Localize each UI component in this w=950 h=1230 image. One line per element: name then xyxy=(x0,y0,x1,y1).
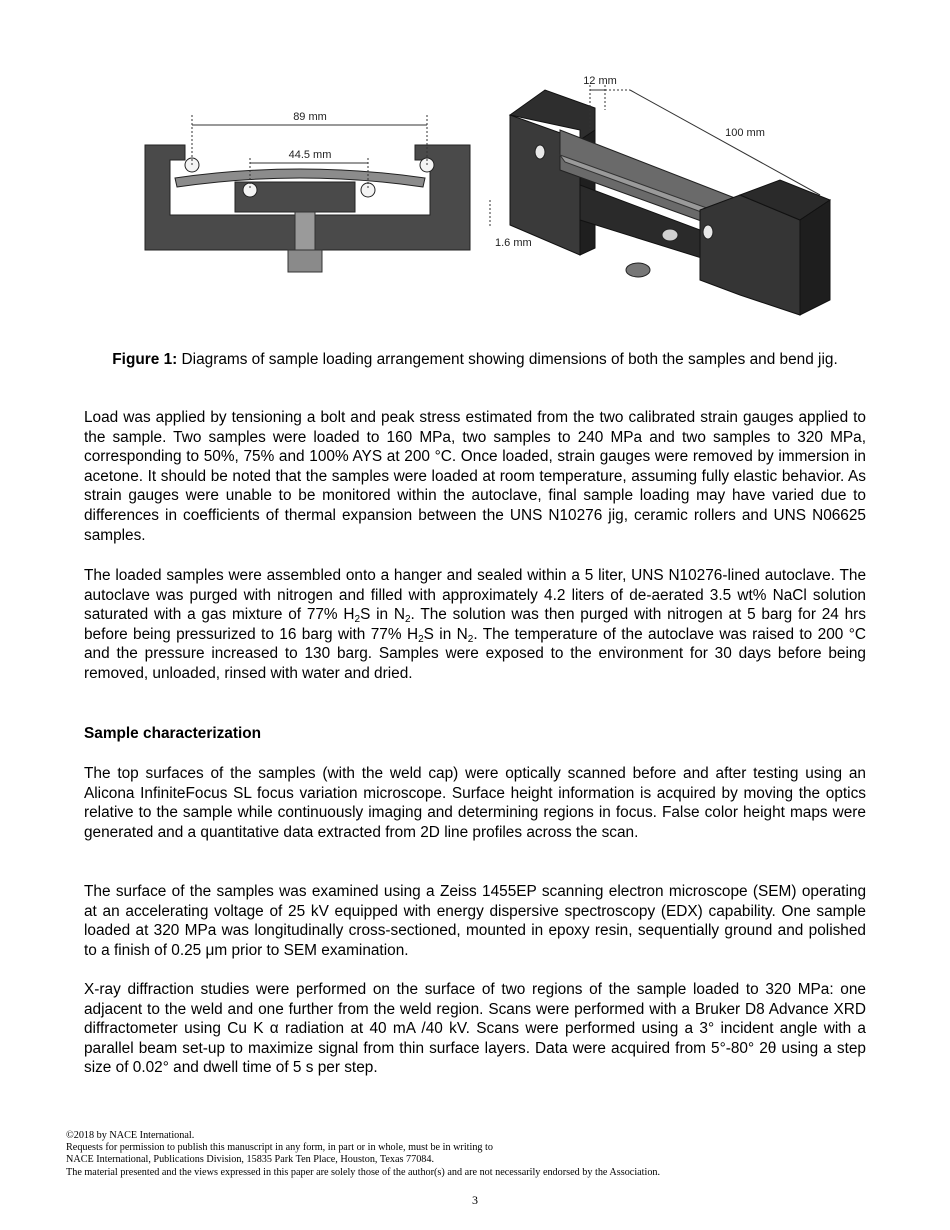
para2-text-c: . The solution was then purged with nitrogen at 5 barg for 24 hrs before being pressurized to 16 barg with 77% H xyxy=(84,606,866,643)
footer-line: NACE International, Publications Division, 15835 Park Ten Place, Houston, Texas 77084. xyxy=(66,1154,435,1166)
footer-line: ©2018 by NACE International. xyxy=(66,1130,195,1141)
dim-44-5-label: 44.5 mm xyxy=(288,149,332,161)
para2-sub: 2 xyxy=(354,614,361,626)
footer-line: The material presented and the views expressed in this paper are solely those of the author(s) and are not necessarily endorsed by the Association. xyxy=(66,1166,661,1178)
paragraph-load-application: Load was applied by tensioning a bolt and peak stress estimated from the two calibrated strain gauges applied to the sample. Two samples were loaded to 160 MPa, two samples to 240 MPa and two samples to 320 MPa, corresponding to 50%, 75% and 100% AYS at 200 °C. Once loaded, strain gauges were removed by immersion in acetone. It should be noted that the samples were loaded at room temperature, assuming fully elastic behavior. As strain gauges were unable to be monitored within the autoclave, final sample loading may have varied due to differences in coefficients of thermal expansion between the UNS N10276 jig, ceramic rollers and UNS N06625 samples. xyxy=(84,409,866,544)
para2-sub: 2 xyxy=(467,633,474,645)
para2-text-a: The loaded samples were assembled onto a hanger and sealed within a 5 liter, UNS N10276-lined autoclave. The autoclave was purged with nitrogen and filled with approximately 4.2 liters of de-aerated 3.5 wt% NaCl solution saturated with a gas mixture of 77% H xyxy=(84,567,866,624)
para2-text-d: S in N xyxy=(423,625,468,643)
copyright-footer xyxy=(66,1130,886,1179)
dim-100-label: 100 mm xyxy=(725,127,765,139)
dim-12-label: 12 mm xyxy=(583,75,617,87)
para2-sub: 2 xyxy=(418,633,424,645)
page-number: 3 xyxy=(472,1193,478,1207)
paragraph-optical-scan: The top surfaces of the samples (with the weld cap) were optically scanned before and after testing using an Alicona InfiniteFocus SL focus variation microscope. Surface height information is acquired by moving the optics relative to the sample while continuously imaging and determining regions in focus. False color height maps were generated and a quantitative data extracted from 2D line profiles across the scan. xyxy=(84,765,866,841)
figure-caption-label: Figure 1: xyxy=(112,351,178,368)
para2-text-e: . The temperature of the autoclave was raised to 200 °C and the pressure increased to 130 barg. Samples were exposed to the environment for 30 days before being removed, unloaded, rinsed with water and dried. xyxy=(84,625,866,682)
paragraph-autoclave xyxy=(84,566,866,684)
paragraph-xrd: X-ray diffraction studies were performed on the surface of two regions of the sample loaded to 320 MPa: one adjacent to the weld and one further from the weld region. Scans were performed with a Bruker D8 Advance XRD diffractometer using Cu K α radiation at 40 mA /40 kV. Scans were performed using a 3° incident angle with a parallel beam set-up to maximize signal from thin surface layers. Data were acquired from 5°-80° 2θ using a step size of 0.02° and dwell time of 5 s per step. xyxy=(84,981,866,1077)
bend-jig-side-view xyxy=(145,111,470,272)
figure-1-diagram xyxy=(140,70,840,340)
figure-caption-text: Diagrams of sample loading arrangement showing dimensions of both the samples and bend jig. xyxy=(177,351,838,368)
paragraph-sem: The surface of the samples was examined using a Zeiss 1455EP scanning electron microscope (SEM) operating at an accelerating voltage of 25 kV equipped with energy dispersive spectroscopy (EDX) capability. One sample loaded at 320 MPa was longitudinally cross-sectioned, mounted in epoxy resin, sequentially ground and polished to a finish of 0.25 μm prior to SEM examination. xyxy=(84,883,866,959)
dim-1-6-label: 1.6 mm xyxy=(495,237,532,249)
para2-sub: 2 xyxy=(404,614,411,626)
bend-jig-3d-view xyxy=(490,75,830,315)
section-heading: Sample characterization xyxy=(84,725,262,742)
footer-line: Requests for permission to publish this manuscript in any form, in part or in whole, must be in writing to xyxy=(66,1142,493,1154)
figure-caption xyxy=(84,350,866,370)
dim-89-label: 89 mm xyxy=(293,111,327,123)
para2-text-b: S in N xyxy=(360,606,405,624)
